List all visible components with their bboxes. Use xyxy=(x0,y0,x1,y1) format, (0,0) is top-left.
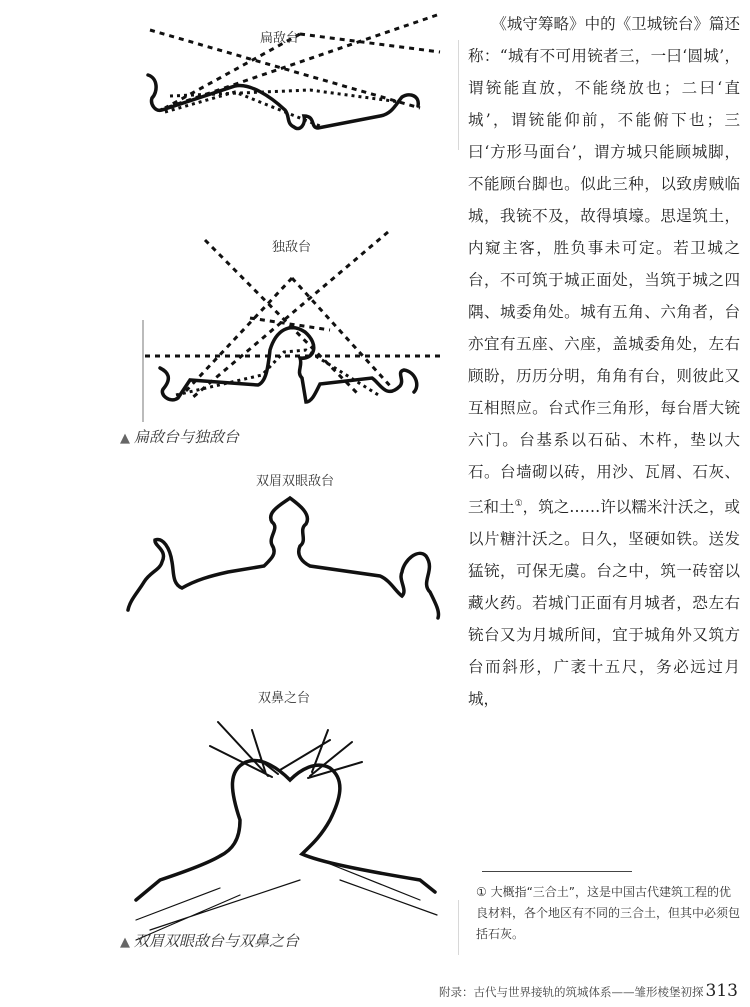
single-platform-drawing xyxy=(143,232,445,422)
figure-caption-1 xyxy=(120,426,239,447)
column-divider xyxy=(458,40,459,150)
footnote: ① 大概指“三合土”，这是中国古代建筑工程的优良材料，各个地区有不同的三合土，但其中必须包括石灰。 xyxy=(476,885,741,941)
double-brow-eye-outline xyxy=(128,498,439,618)
caption-triangle-icon: ▲ xyxy=(120,935,130,950)
body-text-part-2: ，筑之……许以糯米汁沃之，或以片糖汁沃之。日久，坚硬如铁。送发猛铳，可保无虞。台之中，筑一砖窑以藏火药。若城门正面有月城者，恐左右铳台又为月城所间，宜于城角外又筑方台而斜形，广袤十五尺，务必远过月城， xyxy=(468,498,740,709)
body-text-part-1: 《城守筹略》中的《卫城铳台》篇还称：“城有不可用铳者三，一曰‘圆城’，谓铳能直放，不能绕放也；二曰‘直城’，谓铳能仰前，不能俯下也；三曰‘方形马面台’，谓方城只能顾城脚，不能顾台脚也。似此三种，以致虏贼临城，我铳不及，故得填壕。思逞筑土，内窥主客，胜负事未可定。若卫城之台，不可筑于城正面处，当筑于城之四隅、城委角处。城有五角、六角者，台亦宜有五座、六座，盖城委角处，左右顾盼，历历分明，角角有台，则彼此又互相照应。台式作三角形，每台厝大铳六门。台基系以石砧、木杵，垫以大石。台墙砌以砖，用沙、瓦屑、石灰、三和土 xyxy=(468,15,740,517)
double-brow-eye-platform-drawing xyxy=(128,498,439,618)
figure-caption-2-text: 双眉双眼敌台与双鼻之台 xyxy=(134,932,300,950)
double-nose-fire-lines xyxy=(210,722,362,778)
figure-caption-1-text: 扁敌台与独敌台 xyxy=(134,428,240,446)
body-paragraph xyxy=(468,8,740,715)
figure-label-flat-platform: 扁敌台 xyxy=(260,31,300,46)
figure-label-double-brow-eye: 双眉双眼敌台 xyxy=(256,474,335,489)
page-footer xyxy=(439,981,738,1001)
footnote-rule xyxy=(482,871,632,872)
running-footer-title: 附录：古代与世界接轨的筑城体系——雏形棱堡初探 xyxy=(439,985,704,999)
double-nose-platform-drawing xyxy=(136,722,437,940)
column-divider xyxy=(458,900,459,955)
double-nose-outline xyxy=(136,761,435,900)
footnote-reference[interactable]: ① xyxy=(514,499,523,509)
figure-label-single-platform: 独敌台 xyxy=(272,240,312,255)
figure-caption-2 xyxy=(120,930,299,951)
figure-label-double-nose: 双鼻之台 xyxy=(258,691,311,706)
caption-triangle-icon: ▲ xyxy=(120,431,130,446)
page-number: 313 xyxy=(705,981,738,1001)
